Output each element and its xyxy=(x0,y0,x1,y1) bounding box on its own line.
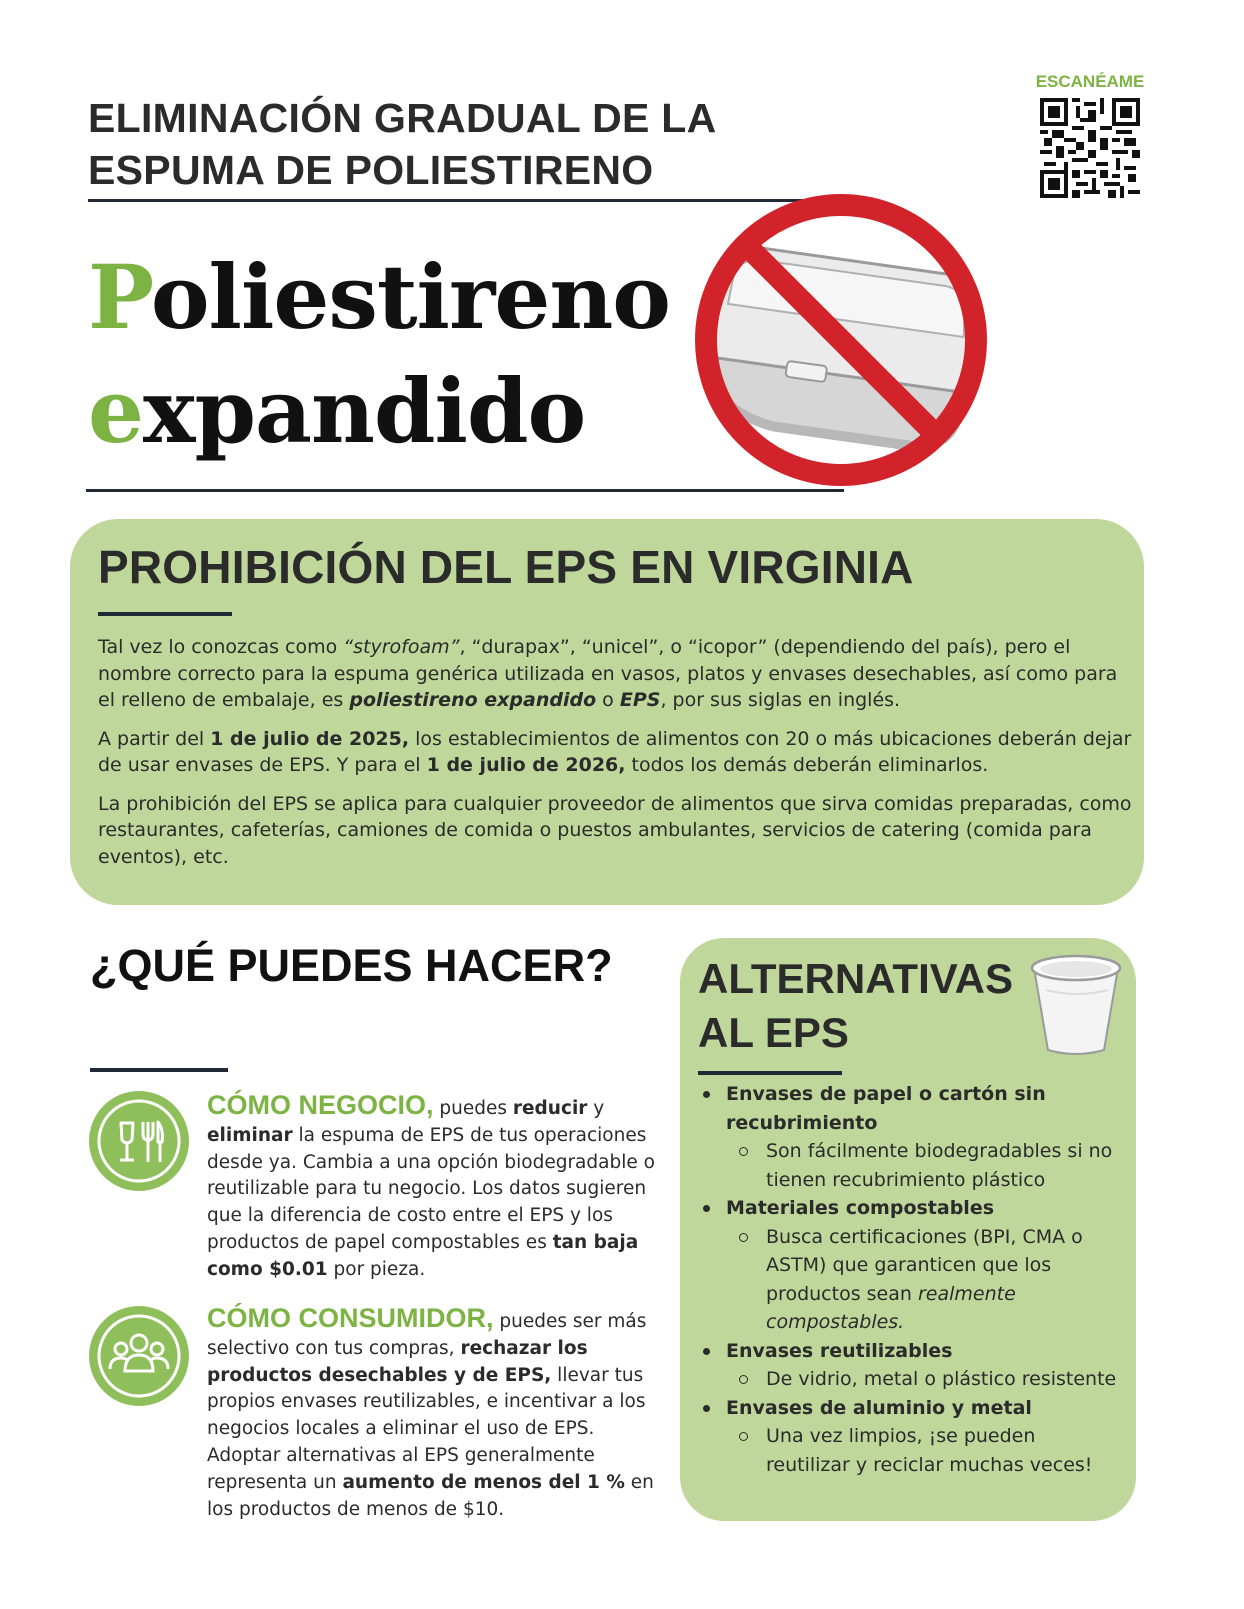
cutlery-glass-icon xyxy=(88,1090,190,1192)
list-item xyxy=(700,1394,1125,1480)
text-run: A partir del xyxy=(98,727,211,750)
alternative-detail: De vidrio, metal o plástico resistente xyxy=(726,1365,1125,1394)
text-run: en los productos de menos de $10. xyxy=(207,1471,654,1520)
increase-emphasis: aumento de menos del 1 % xyxy=(342,1471,625,1493)
hero-divider xyxy=(86,489,844,492)
prohibition-paragraph-3: La prohibición del EPS se aplica para cualquier proveedor de alimentos que sirva comidas preparadas, como restaurantes, cafeterías, camiones de comida o puestos ambulantes, servicios de catering (comida para eventos), etc. xyxy=(98,792,1132,868)
prohibition-paragraph-2 xyxy=(98,726,1133,779)
foam-cup-icon xyxy=(1026,950,1126,1060)
list-item xyxy=(700,1337,1125,1394)
no-foam-container-icon xyxy=(676,190,1006,490)
business-lead: CÓMO NEGOCIO, xyxy=(207,1090,434,1120)
alternatives-title xyxy=(698,952,1013,1060)
deadline-date-1: 1 de julio de 2025, xyxy=(210,727,410,750)
text-run: Busca certificaciones (BPI, CMA o ASTM) que garanticen que los productos sean xyxy=(766,1225,1083,1305)
text-run: y xyxy=(587,1098,605,1119)
business-section xyxy=(207,1092,662,1284)
document-title-line-2: ESPUMA DE POLIESTIRENO xyxy=(88,147,654,193)
consumer-lead: CÓMO CONSUMIDOR, xyxy=(207,1303,494,1333)
hero-title-line-1 xyxy=(88,240,670,354)
cost-emphasis: tan baja como $0.01 xyxy=(207,1231,639,1280)
text-run: llevar tus propios envases reutilizables, e incentivar a los negocios locales a eliminar el uso de EPS. Adoptar alternativas al EPS generalmente representa un xyxy=(207,1364,646,1493)
prohibition-paragraph-1 xyxy=(98,634,1133,714)
consumer-section xyxy=(207,1305,662,1523)
scan-label: ESCANÉAME xyxy=(1035,72,1145,91)
alternative-detail xyxy=(726,1223,1125,1337)
alternatives-list xyxy=(700,1080,1125,1479)
hero-word-rest-1: oliestireno xyxy=(150,245,671,349)
qr-code-icon[interactable] xyxy=(1040,98,1140,198)
text-run: todos los demás deberán eliminarlos. xyxy=(625,754,989,776)
text-run: o xyxy=(596,689,620,711)
eps-acronym: EPS xyxy=(619,689,661,711)
hero-initial-p: P xyxy=(88,245,151,349)
styrofoam-term: “styrofoam” xyxy=(343,636,460,658)
hero-word-rest-2: xpandido xyxy=(143,359,586,463)
hero-title xyxy=(88,240,670,468)
reject-emphasis: rechazar los productos desechables y de EPS, xyxy=(207,1337,588,1386)
prohibition-body xyxy=(98,634,1133,882)
alternatives-title-line-1: ALTERNATIVAS xyxy=(698,955,1013,1002)
text-run: Tal vez lo conozcas como xyxy=(98,636,344,658)
text-run: los establecimientos de alimentos con 20 o más ubicaciones deberán dejar de usar envases de EPS. Y para el xyxy=(98,727,1132,776)
hero-initial-e: e xyxy=(88,359,143,463)
document-title xyxy=(88,92,808,196)
prohibition-title: PROHIBICIÓN DEL EPS EN VIRGINIA xyxy=(98,541,914,593)
alternative-title: Envases de aluminio y metal xyxy=(726,1396,1032,1419)
what-to-do-underline xyxy=(90,1068,228,1072)
alternative-detail: Son fácilmente biodegradables si no tienen recubrimiento plástico xyxy=(726,1137,1125,1194)
hero-title-line-2 xyxy=(88,354,670,468)
text-run: , “durapax”, “unicel”, o “icopor” (dependiendo del país), pero el nombre correcto para la espuma genérica utilizada en vasos, platos y envases desechables, así como para el relleno de embalaje, es xyxy=(98,636,1118,711)
text-run: por pieza. xyxy=(327,1258,426,1280)
document-title-line-1: ELIMINACIÓN GRADUAL DE LA xyxy=(88,95,717,141)
alternative-title: Envases de papel o cartón sin recubrimiento xyxy=(726,1083,1046,1134)
alternatives-title-line-2: AL EPS xyxy=(698,1009,849,1056)
text-run: la espuma de EPS de tus operaciones desde ya. Cambia a una opción biodegradable o reutilizable para tu negocio. Los datos sugieren que la diferencia de costo entre el EPS y los productos de papel compostables es xyxy=(207,1124,655,1253)
list-item xyxy=(700,1080,1125,1194)
alternative-detail: Una vez limpios, ¡se pueden reutilizar y reciclar muchas veces! xyxy=(726,1422,1125,1479)
text-run: puedes ser más selectivo con tus compras, xyxy=(207,1311,647,1359)
text-run: puedes xyxy=(433,1098,513,1119)
list-item xyxy=(700,1194,1125,1337)
prohibition-title-underline xyxy=(98,612,232,616)
what-to-do-title: ¿QUÉ PUEDES HACER? xyxy=(90,940,613,991)
people-group-icon xyxy=(88,1305,190,1407)
alternative-title: Materiales compostables xyxy=(726,1197,995,1219)
alternative-title: Envases reutilizables xyxy=(726,1339,953,1362)
reduce-emphasis: reducir xyxy=(512,1098,588,1119)
text-run: , por sus siglas en inglés. xyxy=(660,689,901,711)
eps-full-name: poliestireno expandido xyxy=(349,689,597,711)
eliminate-emphasis: eliminar xyxy=(207,1124,293,1146)
compostable-emphasis: realmente compostables. xyxy=(766,1282,1016,1333)
alternatives-title-underline xyxy=(698,1071,842,1075)
deadline-date-2: 1 de julio de 2026, xyxy=(426,754,626,776)
